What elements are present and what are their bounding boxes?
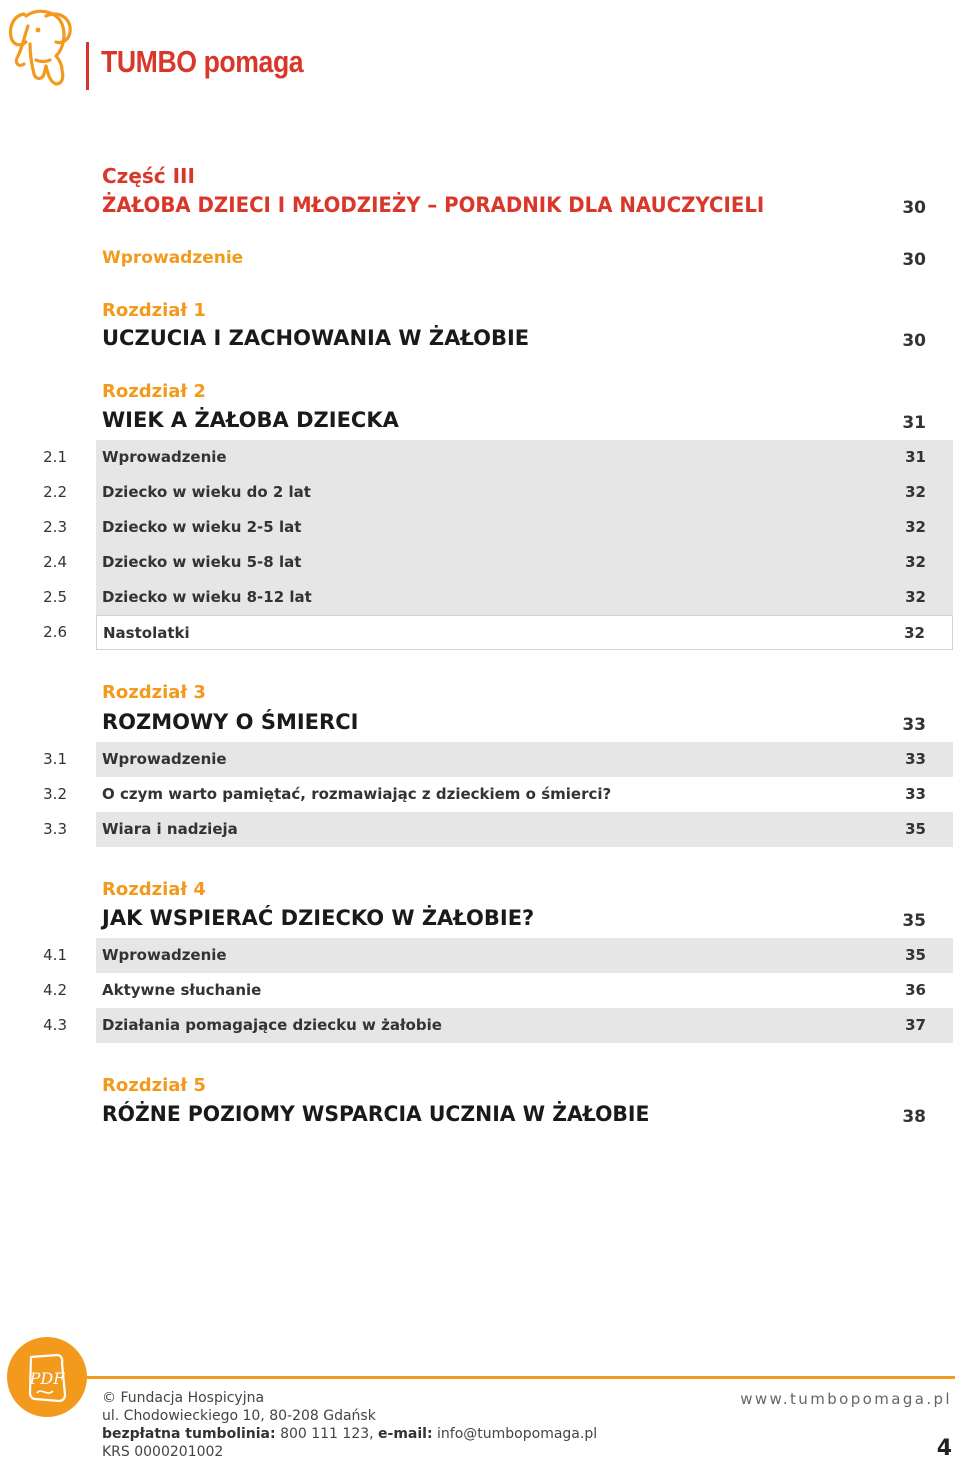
toc-cell	[96, 938, 953, 973]
item-number: 3.1	[43, 750, 67, 768]
toc-cell	[96, 475, 953, 510]
chapter-2-label: Rozdział 2	[102, 381, 206, 402]
toc-cell	[96, 615, 953, 650]
chapter-5-label: Rozdział 5	[102, 1075, 206, 1096]
item-number: 3.2	[43, 785, 67, 803]
intro-link[interactable]: Wprowadzenie	[102, 248, 244, 268]
chapter-4-label: Rozdział 4	[102, 879, 206, 900]
item-label: Aktywne słuchanie	[102, 981, 262, 999]
chapter-3-page-number: 33	[902, 715, 926, 735]
item-label: Dziecko w wieku do 2 lat	[102, 483, 311, 501]
item-page-number: 32	[905, 518, 926, 536]
toc-row-2-2[interactable]	[0, 475, 953, 510]
item-number: 4.1	[43, 946, 67, 964]
toc-row-2-3[interactable]	[0, 510, 953, 545]
toc-cell	[96, 1008, 953, 1043]
item-label: Wprowadzenie	[102, 750, 227, 768]
toc-row-3-3[interactable]	[0, 812, 953, 847]
item-number: 2.6	[43, 623, 67, 641]
header-divider	[86, 42, 89, 90]
toc-row-4-3[interactable]	[0, 1008, 953, 1043]
toc-row-2-1[interactable]	[0, 440, 953, 475]
item-label: Nastolatki	[103, 624, 190, 642]
chapter-3-title[interactable]: ROZMOWY O ŚMIERCI	[102, 710, 359, 734]
part-title: ŻAŁOBA DZIECI I MŁODZIEŻY – PORADNIK DLA NAUCZYCIELI	[102, 193, 765, 217]
item-page-number: 35	[905, 820, 926, 838]
item-number: 2.5	[43, 588, 67, 606]
item-page-number: 32	[905, 588, 926, 606]
item-label: Wiara i nadzieja	[102, 820, 238, 838]
chapter-5-title[interactable]: RÓŻNE POZIOMY WSPARCIA UCZNIA W ŻAŁOBIE	[102, 1102, 650, 1126]
chapter-1-label: Rozdział 1	[102, 300, 206, 321]
item-page-number: 32	[905, 483, 926, 501]
chapter-5-page-number: 38	[902, 1107, 926, 1127]
toc-row-4-2[interactable]	[0, 973, 953, 1008]
toc-row-4-1[interactable]	[0, 938, 953, 973]
item-number: 2.1	[43, 448, 67, 466]
item-page-number: 31	[905, 448, 926, 466]
item-label: Wprowadzenie	[102, 946, 227, 964]
footer-krs: KRS 0000201002	[102, 1444, 224, 1460]
item-number: 3.3	[43, 820, 67, 838]
item-number: 2.3	[43, 518, 67, 536]
item-label: Dziecko w wieku 5-8 lat	[102, 553, 302, 571]
chapter-1-title[interactable]: UCZUCIA I ZACHOWANIA W ŻAŁOBIE	[102, 326, 530, 350]
toc-cell	[96, 777, 953, 812]
chapter-4-page-number: 35	[902, 911, 926, 931]
part-label: Część III	[102, 164, 195, 188]
footer-divider	[87, 1376, 955, 1379]
item-page-number: 32	[905, 553, 926, 571]
item-number: 2.2	[43, 483, 67, 501]
brand-title: TUMBO pomaga	[101, 44, 304, 79]
item-page-number: 35	[905, 946, 926, 964]
item-page-number: 32	[904, 624, 925, 642]
item-page-number: 33	[905, 785, 926, 803]
pdf-badge-label: PDF	[29, 1369, 65, 1388]
item-label: O czym warto pamiętać, rozmawiając z dzieckiem o śmierci?	[102, 785, 612, 803]
elephant-logo-icon	[6, 4, 76, 92]
chapter-1-page-number: 30	[902, 331, 926, 351]
footer-copyright: © Fundacja Hospicyjna	[102, 1390, 265, 1406]
toc-cell	[96, 510, 953, 545]
footer-contact	[102, 1426, 597, 1442]
part-page-number: 30	[902, 198, 926, 218]
item-label: Dziecko w wieku 2-5 lat	[102, 518, 302, 536]
item-label: Dziecko w wieku 8-12 lat	[102, 588, 312, 606]
chapter-3-label: Rozdział 3	[102, 682, 206, 703]
footer-address: ul. Chodowieckiego 10, 80-208 Gdańsk	[102, 1408, 376, 1424]
item-label: Działania pomagające dziecku w żałobie	[102, 1016, 442, 1034]
toc-row-2-4[interactable]	[0, 545, 953, 580]
hotline-label: bezpłatna tumbolinia:	[102, 1426, 276, 1442]
item-page-number: 33	[905, 750, 926, 768]
intro-page-number: 30	[902, 250, 926, 270]
toc-cell	[96, 545, 953, 580]
website-link[interactable]: www.tumbopomaga.pl	[740, 1390, 952, 1408]
pdf-badge[interactable]	[7, 1337, 87, 1417]
toc-cell	[96, 812, 953, 847]
hotline-number[interactable]: 800 111 123,	[280, 1426, 374, 1442]
toc-row-2-5[interactable]	[0, 580, 953, 615]
toc-cell	[96, 440, 953, 475]
item-number: 4.2	[43, 981, 67, 999]
item-number: 4.3	[43, 1016, 67, 1034]
toc-row-3-1[interactable]	[0, 742, 953, 777]
item-number: 2.4	[43, 553, 67, 571]
email-label: e-mail:	[378, 1426, 433, 1442]
chapter-4-title[interactable]: JAK WSPIERAĆ DZIECKO W ŻAŁOBIE?	[102, 906, 535, 930]
toc-cell	[96, 580, 953, 615]
item-page-number: 37	[905, 1016, 926, 1034]
chapter-2-title[interactable]: WIEK A ŻAŁOBA DZIECKA	[102, 408, 399, 432]
chapter-2-page-number: 31	[902, 413, 926, 433]
email-address[interactable]: info@tumbopomaga.pl	[437, 1426, 598, 1442]
toc-row-2-6[interactable]	[0, 615, 953, 650]
page-number: 4	[936, 1436, 952, 1460]
item-label: Wprowadzenie	[102, 448, 227, 466]
toc-row-3-2[interactable]	[0, 777, 953, 812]
pdf-document-icon	[7, 1337, 87, 1417]
toc-cell	[96, 742, 953, 777]
item-page-number: 36	[905, 981, 926, 999]
toc-cell	[96, 973, 953, 1008]
